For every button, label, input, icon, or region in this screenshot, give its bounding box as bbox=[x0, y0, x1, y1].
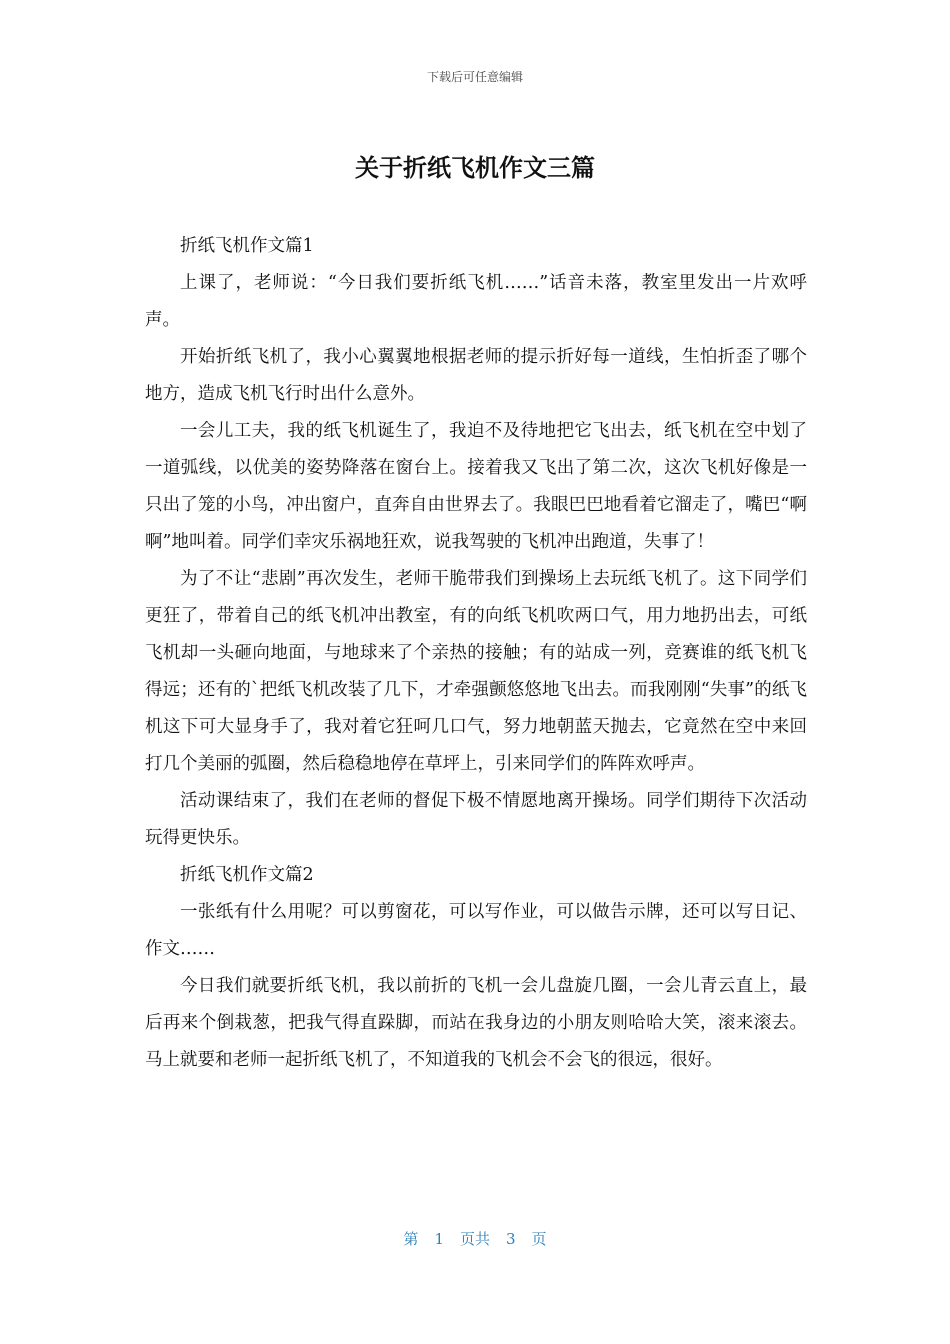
document-title: 关于折纸飞机作文三篇 bbox=[355, 154, 595, 182]
section-heading-2: 折纸飞机作文篇2 bbox=[180, 865, 314, 885]
footer-total-prefix: 页共 bbox=[459, 1230, 490, 1248]
footer-total-pages: 3 bbox=[506, 1230, 516, 1248]
section-heading-1: 折纸飞机作文篇1 bbox=[180, 236, 314, 256]
footer-page-number: 1 bbox=[434, 1230, 444, 1248]
paragraph: 一张纸有什么用呢？可以剪窗花，可以写作业，可以做告示牌，还可以写日记、作文…… bbox=[145, 902, 807, 959]
paragraph: 上课了，老师说：“今日我们要折纸飞机……”话音未落，教室里发出一片欢呼声。 bbox=[145, 273, 807, 330]
document-body bbox=[145, 228, 807, 1079]
footer-page-word: 第 bbox=[403, 1230, 419, 1248]
paragraph: 今日我们就要折纸飞机，我以前折的飞机一会儿盘旋几圈，一会儿青云直上，最后再来个倒栽葱，把我气得直跺脚，而站在我身边的小朋友则哈哈大笑，滚来滚去。马上就要和老师一起折纸飞机了，不知道我的飞机会不会飞的很远，很好。 bbox=[145, 976, 807, 1070]
page-footer bbox=[0, 1228, 950, 1249]
paragraph: 为了不让“悲剧”再次发生，老师干脆带我们到操场上去玩纸飞机了。这下同学们更狂了，带着自己的纸飞机冲出教室，有的向纸飞机吹两口气，用力地扔出去，可纸飞机却一头砸向地面，与地球来了个亲热的接触；有的站成一列，竞赛谁的纸飞机飞得远；还有的`把纸飞机改装了几下，才牵强颤悠悠地飞出去。而我刚刚“失事”的纸飞机这下可大显身手了，我对着它狂呵几口气，努力地朝蓝天抛去，它竟然在空中来回打几个美丽的弧圈，然后稳稳地停在草坪上，引来同学们的阵阵欢呼声。 bbox=[145, 569, 807, 774]
header-note: 下载后可任意编辑 bbox=[426, 70, 523, 84]
footer-page-suffix: 页 bbox=[531, 1230, 547, 1248]
paragraph: 活动课结束了，我们在老师的督促下极不情愿地离开操场。同学们期待下次活动玩得更快乐。 bbox=[145, 791, 807, 848]
paragraph: 一会儿工夫，我的纸飞机诞生了，我迫不及待地把它飞出去，纸飞机在空中划了一道弧线，以优美的姿势降落在窗台上。接着我又飞出了第二次，这次飞机好像是一只出了笼的小鸟，冲出窗户，直奔自由世界去了。我眼巴巴地看着它溜走了，嘴巴“啊啊”地叫着。同学们幸灾乐祸地狂欢，说我驾驶的飞机冲出跑道，失事了！ bbox=[145, 421, 807, 552]
paragraph: 开始折纸飞机了，我小心翼翼地根据老师的提示折好每一道线，生怕折歪了哪个地方，造成飞机飞行时出什么意外。 bbox=[145, 347, 807, 404]
